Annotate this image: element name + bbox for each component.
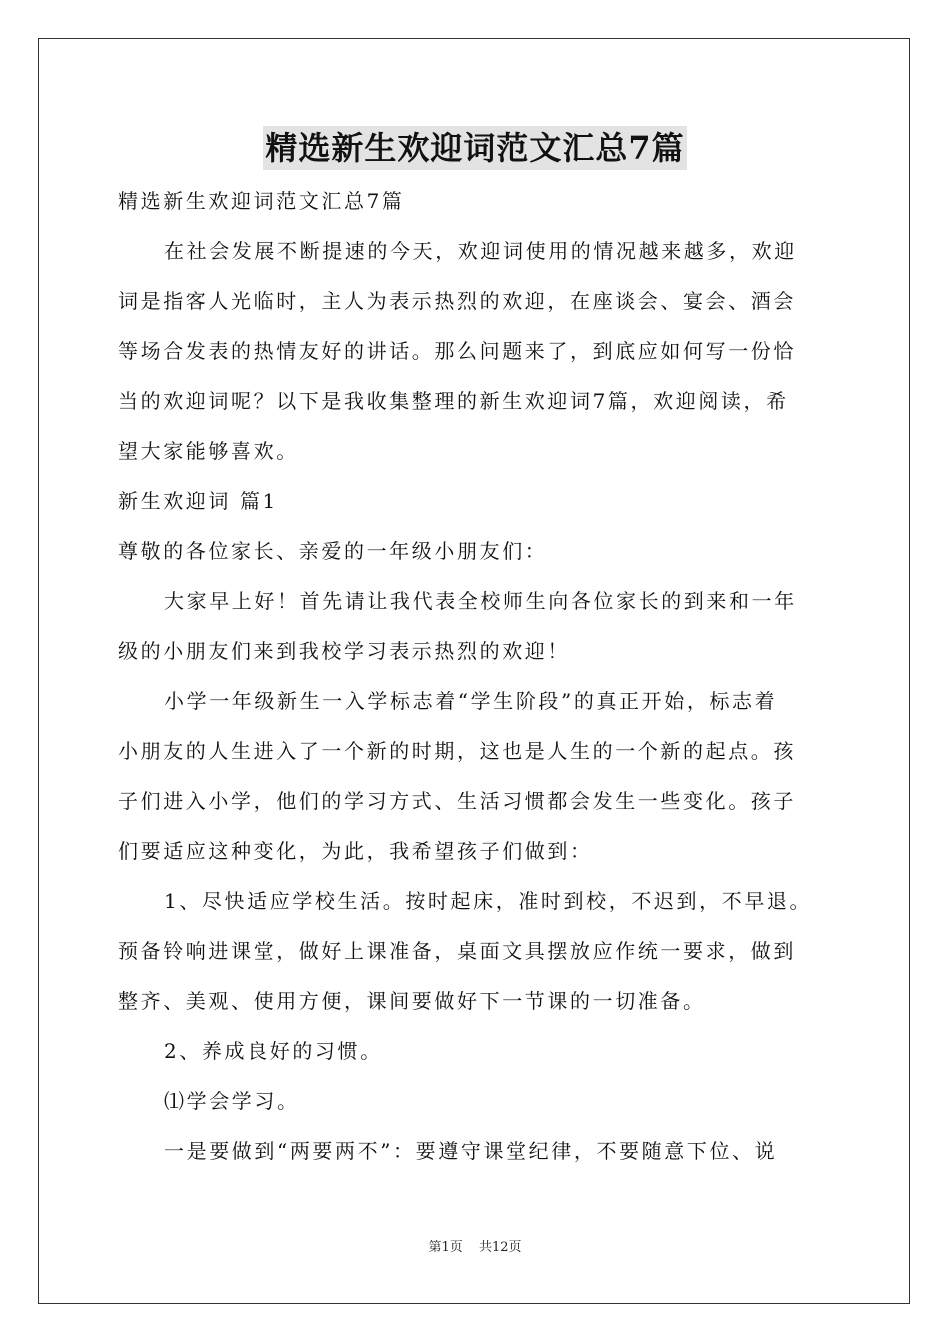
text-line: 们要适应这种变化，为此，我希望孩子们做到： — [118, 839, 593, 863]
text-line: 等场合发表的热情友好的讲话。那么问题来了，到底应如何写一份恰 — [118, 339, 796, 363]
page-total: 共12页 — [478, 1240, 522, 1255]
text-line: 子们进入小学，他们的学习方式、生活习惯都会发生一些变化。孩子 — [118, 789, 796, 813]
text-line: ⑴学会学习。 — [164, 1089, 300, 1113]
text-line: 尊敬的各位家长、亲爱的一年级小朋友们： — [118, 539, 548, 563]
page-footer — [0, 1238, 950, 1258]
text-line: 预备铃响进课堂，做好上课准备，桌面文具摆放应作统一要求，做到 — [118, 939, 796, 963]
text-line: 小朋友的人生进入了一个新的时期，这也是人生的一个新的起点。孩 — [118, 739, 796, 763]
text-line: 词是指客人光临时，主人为表示热烈的欢迎，在座谈会、宴会、酒会 — [118, 289, 796, 313]
text-line: 大家早上好！首先请让我代表全校师生向各位家长的到来和一年 — [164, 589, 797, 613]
text-line: 1、尽快适应学校生活。按时起床，准时到校，不迟到，不早退。 — [164, 889, 813, 913]
text-line: 一是要做到“两要两不”：要遵守课堂纪律，不要随意下位、说 — [164, 1139, 778, 1163]
text-line: 在社会发展不断提速的今天，欢迎词使用的情况越来越多，欢迎 — [164, 239, 797, 263]
text-line: 新生欢迎词 篇1 — [118, 489, 278, 513]
document-body — [118, 176, 838, 1176]
document-title: 精选新生欢迎词范文汇总7篇 — [263, 126, 686, 170]
text-line: 级的小朋友们来到我校学习表示热烈的欢迎！ — [118, 639, 570, 663]
text-line: 整齐、美观、使用方便，课间要做好下一节课的一切准备。 — [118, 989, 706, 1013]
text-line: 2、养成良好的习惯。 — [164, 1039, 383, 1063]
page-number: 第1页 — [428, 1240, 463, 1255]
text-line: 小学一年级新生一入学标志着“学生阶段”的真正开始，标志着 — [164, 689, 778, 713]
title-container — [0, 126, 950, 170]
text-line: 望大家能够喜欢。 — [118, 439, 299, 463]
text-line: 精选新生欢迎词范文汇总7篇 — [118, 189, 405, 213]
text-line: 当的欢迎词呢？以下是我收集整理的新生欢迎词7篇，欢迎阅读，希 — [118, 389, 789, 413]
